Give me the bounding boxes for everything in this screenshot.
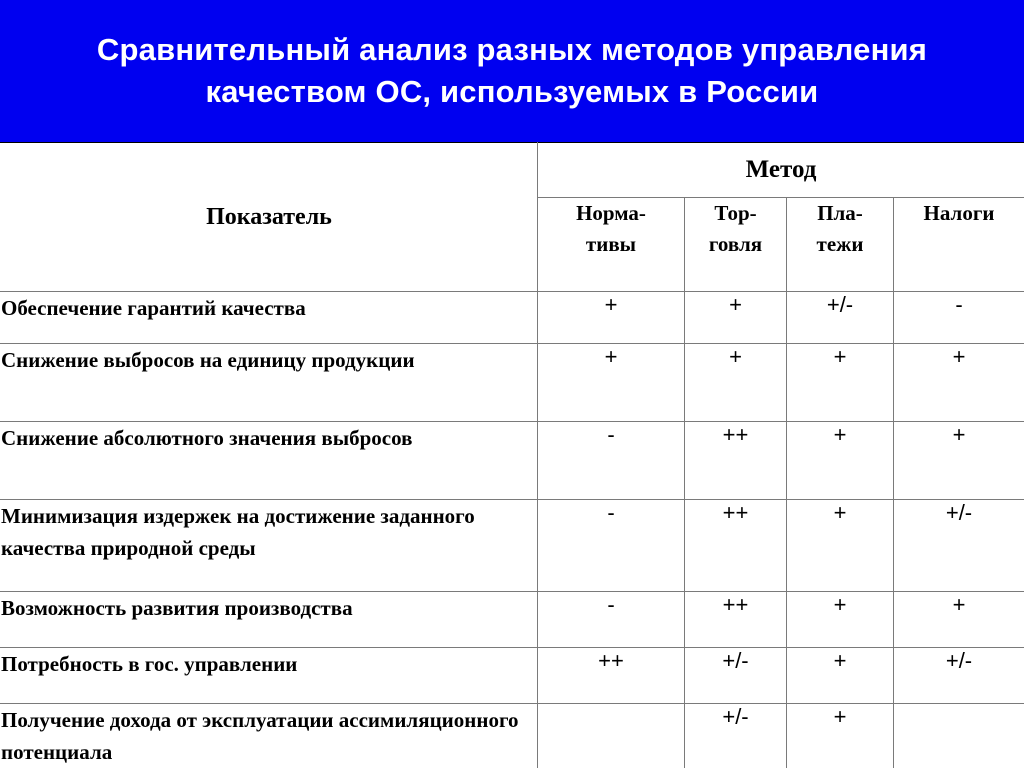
table-cell: + <box>538 344 685 422</box>
table-cell: + <box>787 704 894 768</box>
table-cell: ++ <box>538 648 685 704</box>
row-label: Возможность развития производства <box>1 592 538 648</box>
table-cell: + <box>787 422 894 500</box>
table-cell: + <box>538 292 685 344</box>
table-cell: +/- <box>685 704 787 768</box>
table-cell: +/- <box>685 648 787 704</box>
table-cell: + <box>894 592 1024 648</box>
table-row <box>1 422 1024 500</box>
row-label: Обеспечение гарантий качества <box>1 292 538 344</box>
table-cell <box>538 704 685 768</box>
row-label: Снижение абсолютного значения выбросов <box>1 422 538 500</box>
table-cell: + <box>894 344 1024 422</box>
comparison-table <box>0 142 1024 768</box>
table-cell: - <box>538 422 685 500</box>
table-cell: ++ <box>685 422 787 500</box>
table-cell: + <box>787 500 894 592</box>
table-cell: - <box>538 500 685 592</box>
slide-title: Сравнительный анализ разных методов управления качеством ОС, используемых в России <box>96 32 928 109</box>
table-row <box>1 500 1024 592</box>
table-cell: - <box>894 292 1024 344</box>
table-row <box>1 292 1024 344</box>
table-cell: + <box>787 648 894 704</box>
table-row <box>1 344 1024 422</box>
column-header-torgovlya: Тор- говля <box>685 198 787 292</box>
row-label: Снижение выбросов на единицу продукции <box>1 344 538 422</box>
table-cell: + <box>894 422 1024 500</box>
table-cell: +/- <box>894 500 1024 592</box>
table-cell <box>894 704 1024 768</box>
header-row-top <box>1 143 1024 198</box>
column-header-platezhi: Пла- тежи <box>787 198 894 292</box>
table-cell: - <box>538 592 685 648</box>
table-cell: + <box>787 344 894 422</box>
table-cell: +/- <box>787 292 894 344</box>
table-cell: +/- <box>894 648 1024 704</box>
column-header-normativy: Норма- тивы <box>538 198 685 292</box>
table-row <box>1 704 1024 768</box>
table-row <box>1 592 1024 648</box>
column-header-nalogi: Налоги <box>894 198 1024 292</box>
table-cell: + <box>787 592 894 648</box>
table-cell: + <box>685 344 787 422</box>
table-row <box>1 648 1024 704</box>
row-label: Минимизация издержек на достижение заданного качества природной среды <box>1 500 538 592</box>
title-banner <box>0 0 1024 142</box>
indicator-header: Показатель <box>1 143 538 292</box>
table-cell: ++ <box>685 500 787 592</box>
method-header: Метод <box>538 143 1024 198</box>
row-label: Получение дохода от эксплуатации ассимиляционного потенциала <box>1 704 538 768</box>
table-cell: ++ <box>685 592 787 648</box>
row-label: Потребность в гос. управлении <box>1 648 538 704</box>
table-cell: + <box>685 292 787 344</box>
